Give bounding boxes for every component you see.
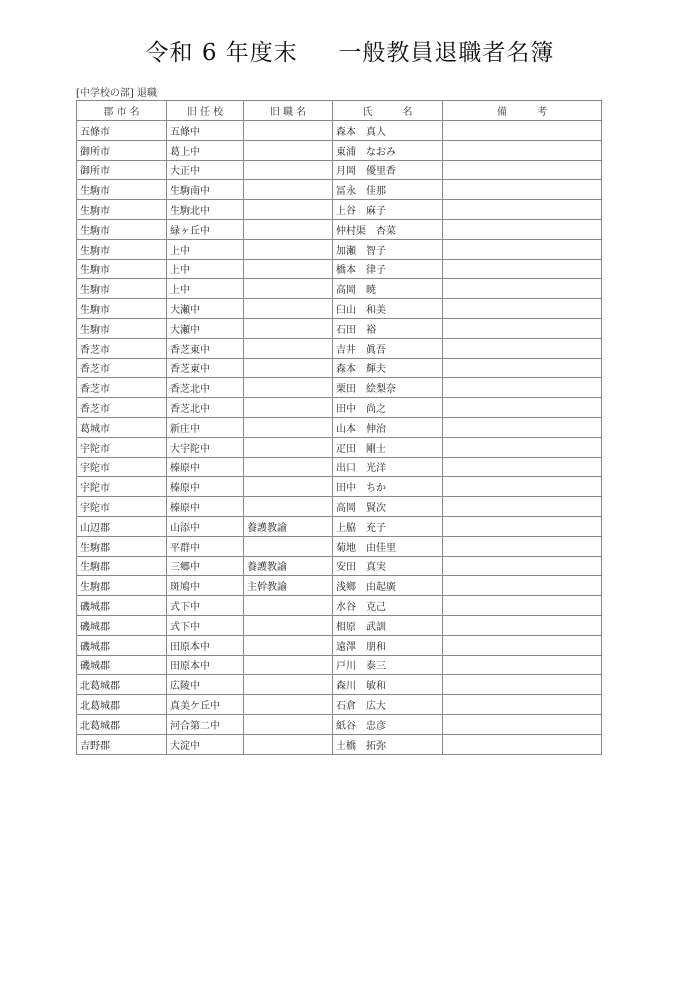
table-row <box>77 121 602 141</box>
position-cell <box>244 596 333 616</box>
table-row <box>77 318 602 338</box>
note-cell <box>443 358 602 378</box>
table-row <box>77 655 602 675</box>
school-cell: 大正中 <box>167 160 244 180</box>
school-cell: 生駒北中 <box>167 200 244 220</box>
note-cell <box>443 239 602 259</box>
district-cell: 香芝市 <box>77 358 167 378</box>
name-cell: 土橋 拓弥 <box>333 734 443 754</box>
position-cell <box>244 318 333 338</box>
name-cell: 仲村渠 杏菜 <box>333 219 443 239</box>
school-cell: 三郷中 <box>167 556 244 576</box>
school-cell: 式下中 <box>167 596 244 616</box>
position-cell <box>244 675 333 695</box>
table-row <box>77 259 602 279</box>
school-cell: 大宇陀中 <box>167 437 244 457</box>
school-cell: 榛原中 <box>167 477 244 497</box>
position-cell: 養護教諭 <box>244 556 333 576</box>
name-cell: 紙谷 忠彦 <box>333 714 443 734</box>
name-cell: 栗田 絵梨奈 <box>333 378 443 398</box>
name-cell: 安田 真実 <box>333 556 443 576</box>
note-cell <box>443 200 602 220</box>
position-cell <box>244 497 333 517</box>
table-row <box>77 140 602 160</box>
table-row <box>77 457 602 477</box>
name-cell: 石田 裕 <box>333 318 443 338</box>
retiree-table <box>76 100 602 755</box>
table-row <box>77 596 602 616</box>
name-cell: 臼山 和美 <box>333 299 443 319</box>
school-cell: 大淀中 <box>167 734 244 754</box>
school-cell: 河合第二中 <box>167 714 244 734</box>
table-row <box>77 338 602 358</box>
district-cell: 宇陀市 <box>77 497 167 517</box>
position-cell <box>244 219 333 239</box>
table-row <box>77 714 602 734</box>
school-cell: 大瀬中 <box>167 318 244 338</box>
district-cell: 生駒市 <box>77 259 167 279</box>
note-cell <box>443 497 602 517</box>
note-cell <box>443 259 602 279</box>
note-cell <box>443 635 602 655</box>
note-cell <box>443 437 602 457</box>
note-cell <box>443 140 602 160</box>
school-cell: 香芝北中 <box>167 398 244 418</box>
position-cell <box>244 121 333 141</box>
name-cell: 菊地 由佳里 <box>333 536 443 556</box>
position-cell <box>244 160 333 180</box>
district-cell: 宇陀市 <box>77 477 167 497</box>
table-row <box>77 239 602 259</box>
school-cell: 五條中 <box>167 121 244 141</box>
school-cell: 田原本中 <box>167 635 244 655</box>
name-cell: 森本 真人 <box>333 121 443 141</box>
district-cell: 磯城郡 <box>77 596 167 616</box>
name-cell: 森川 敏和 <box>333 675 443 695</box>
table-row <box>77 279 602 299</box>
school-cell: 上中 <box>167 259 244 279</box>
name-cell: 遠澤 朋和 <box>333 635 443 655</box>
note-cell <box>443 596 602 616</box>
district-cell: 生駒郡 <box>77 556 167 576</box>
table-row <box>77 675 602 695</box>
position-cell <box>244 259 333 279</box>
school-cell: 香芝東中 <box>167 338 244 358</box>
header-school: 旧 任 校 <box>167 101 244 121</box>
name-cell: 石倉 広大 <box>333 695 443 715</box>
district-cell: 磯城郡 <box>77 655 167 675</box>
district-cell: 生駒市 <box>77 279 167 299</box>
note-cell <box>443 279 602 299</box>
position-cell <box>244 180 333 200</box>
district-cell: 北葛城郡 <box>77 695 167 715</box>
note-cell <box>443 338 602 358</box>
school-cell: 山添中 <box>167 516 244 536</box>
position-cell <box>244 536 333 556</box>
district-cell: 五條市 <box>77 121 167 141</box>
note-cell <box>443 477 602 497</box>
note-cell <box>443 398 602 418</box>
table-row <box>77 576 602 596</box>
note-cell <box>443 457 602 477</box>
district-cell: 磯城郡 <box>77 615 167 635</box>
school-cell: 上中 <box>167 239 244 259</box>
note-cell <box>443 516 602 536</box>
name-cell: 山本 伸治 <box>333 417 443 437</box>
district-cell: 生駒市 <box>77 239 167 259</box>
position-cell <box>244 615 333 635</box>
table-row <box>77 516 602 536</box>
name-cell: 田中 ちか <box>333 477 443 497</box>
district-cell: 北葛城郡 <box>77 675 167 695</box>
position-cell <box>244 695 333 715</box>
table-row <box>77 536 602 556</box>
school-cell: 式下中 <box>167 615 244 635</box>
position-cell <box>244 279 333 299</box>
school-cell: 生駒南中 <box>167 180 244 200</box>
name-cell: 東浦 なおみ <box>333 140 443 160</box>
table-row <box>77 180 602 200</box>
school-cell: 緑ヶ丘中 <box>167 219 244 239</box>
table-header <box>77 101 602 121</box>
note-cell <box>443 675 602 695</box>
table-row <box>77 200 602 220</box>
table-row <box>77 358 602 378</box>
name-cell: 冨永 佳那 <box>333 180 443 200</box>
name-cell: 水谷 克己 <box>333 596 443 616</box>
position-cell <box>244 299 333 319</box>
district-cell: 宇陀市 <box>77 437 167 457</box>
district-cell: 御所市 <box>77 140 167 160</box>
school-cell: 大瀬中 <box>167 299 244 319</box>
district-cell: 御所市 <box>77 160 167 180</box>
note-cell <box>443 556 602 576</box>
table-row <box>77 160 602 180</box>
table-body <box>77 121 602 755</box>
position-cell <box>244 417 333 437</box>
note-cell <box>443 299 602 319</box>
district-cell: 生駒郡 <box>77 576 167 596</box>
name-cell: 高岡 賢次 <box>333 497 443 517</box>
position-cell <box>244 457 333 477</box>
school-cell: 香芝東中 <box>167 358 244 378</box>
note-cell <box>443 378 602 398</box>
district-cell: 生駒郡 <box>77 536 167 556</box>
district-cell: 生駒市 <box>77 318 167 338</box>
position-cell <box>244 358 333 378</box>
name-cell: 田中 尚之 <box>333 398 443 418</box>
district-cell: 吉野郡 <box>77 734 167 754</box>
table-row <box>77 635 602 655</box>
name-cell: 高岡 暁 <box>333 279 443 299</box>
header-name: 氏 名 <box>333 101 443 121</box>
school-cell: 新庄中 <box>167 417 244 437</box>
position-cell <box>244 714 333 734</box>
district-cell: 北葛城郡 <box>77 714 167 734</box>
position-cell <box>244 200 333 220</box>
school-cell: 広陵中 <box>167 675 244 695</box>
table-row <box>77 734 602 754</box>
name-cell: 疋田 剛士 <box>333 437 443 457</box>
school-cell: 榛原中 <box>167 457 244 477</box>
note-cell <box>443 615 602 635</box>
header-position: 旧 職 名 <box>244 101 333 121</box>
note-cell <box>443 121 602 141</box>
position-cell <box>244 239 333 259</box>
district-cell: 生駒市 <box>77 299 167 319</box>
school-cell: 平群中 <box>167 536 244 556</box>
district-cell: 生駒市 <box>77 200 167 220</box>
table-row <box>77 556 602 576</box>
header-note: 備 考 <box>443 101 602 121</box>
position-cell <box>244 398 333 418</box>
position-cell: 主幹教諭 <box>244 576 333 596</box>
position-cell <box>244 734 333 754</box>
document-title: 令和 6 年度末 一般教員退職者名簿 <box>145 40 555 66</box>
header-row <box>77 101 602 121</box>
note-cell <box>443 219 602 239</box>
name-cell: 加瀬 智子 <box>333 239 443 259</box>
district-cell: 香芝市 <box>77 398 167 418</box>
name-cell: 戸川 泰三 <box>333 655 443 675</box>
table-row <box>77 398 602 418</box>
name-cell: 上脇 充子 <box>333 516 443 536</box>
table-row <box>77 437 602 457</box>
school-cell: 斑鳩中 <box>167 576 244 596</box>
section-label: [中学校の部] 退職 <box>76 88 157 99</box>
position-cell: 養護教諭 <box>244 516 333 536</box>
district-cell: 葛城市 <box>77 417 167 437</box>
position-cell <box>244 338 333 358</box>
note-cell <box>443 734 602 754</box>
district-cell: 山辺郡 <box>77 516 167 536</box>
name-cell: 上谷 麻子 <box>333 200 443 220</box>
name-cell: 相原 武訓 <box>333 615 443 635</box>
position-cell <box>244 635 333 655</box>
district-cell: 香芝市 <box>77 338 167 358</box>
table-row <box>77 219 602 239</box>
table-row <box>77 417 602 437</box>
name-cell: 森本 輝夫 <box>333 358 443 378</box>
name-cell: 橋本 律子 <box>333 259 443 279</box>
position-cell <box>244 477 333 497</box>
note-cell <box>443 318 602 338</box>
table-row <box>77 695 602 715</box>
table-row <box>77 378 602 398</box>
note-cell <box>443 160 602 180</box>
table-row <box>77 477 602 497</box>
table-row <box>77 299 602 319</box>
name-cell: 浅鄉 由起廣 <box>333 576 443 596</box>
school-cell: 真美ケ丘中 <box>167 695 244 715</box>
name-cell: 出口 光洋 <box>333 457 443 477</box>
note-cell <box>443 180 602 200</box>
district-cell: 生駒市 <box>77 219 167 239</box>
position-cell <box>244 140 333 160</box>
district-cell: 宇陀市 <box>77 457 167 477</box>
district-cell: 生駒市 <box>77 180 167 200</box>
header-district: 郡 市 名 <box>77 101 167 121</box>
table-row <box>77 615 602 635</box>
note-cell <box>443 695 602 715</box>
district-cell: 香芝市 <box>77 378 167 398</box>
district-cell: 磯城郡 <box>77 635 167 655</box>
note-cell <box>443 655 602 675</box>
note-cell <box>443 714 602 734</box>
note-cell <box>443 417 602 437</box>
table-row <box>77 497 602 517</box>
position-cell <box>244 437 333 457</box>
position-cell <box>244 655 333 675</box>
school-cell: 榛原中 <box>167 497 244 517</box>
school-cell: 上中 <box>167 279 244 299</box>
school-cell: 香芝北中 <box>167 378 244 398</box>
note-cell <box>443 536 602 556</box>
position-cell <box>244 378 333 398</box>
school-cell: 田原本中 <box>167 655 244 675</box>
school-cell: 葛上中 <box>167 140 244 160</box>
note-cell <box>443 576 602 596</box>
name-cell: 吉井 眞吾 <box>333 338 443 358</box>
name-cell: 月岡 優里香 <box>333 160 443 180</box>
